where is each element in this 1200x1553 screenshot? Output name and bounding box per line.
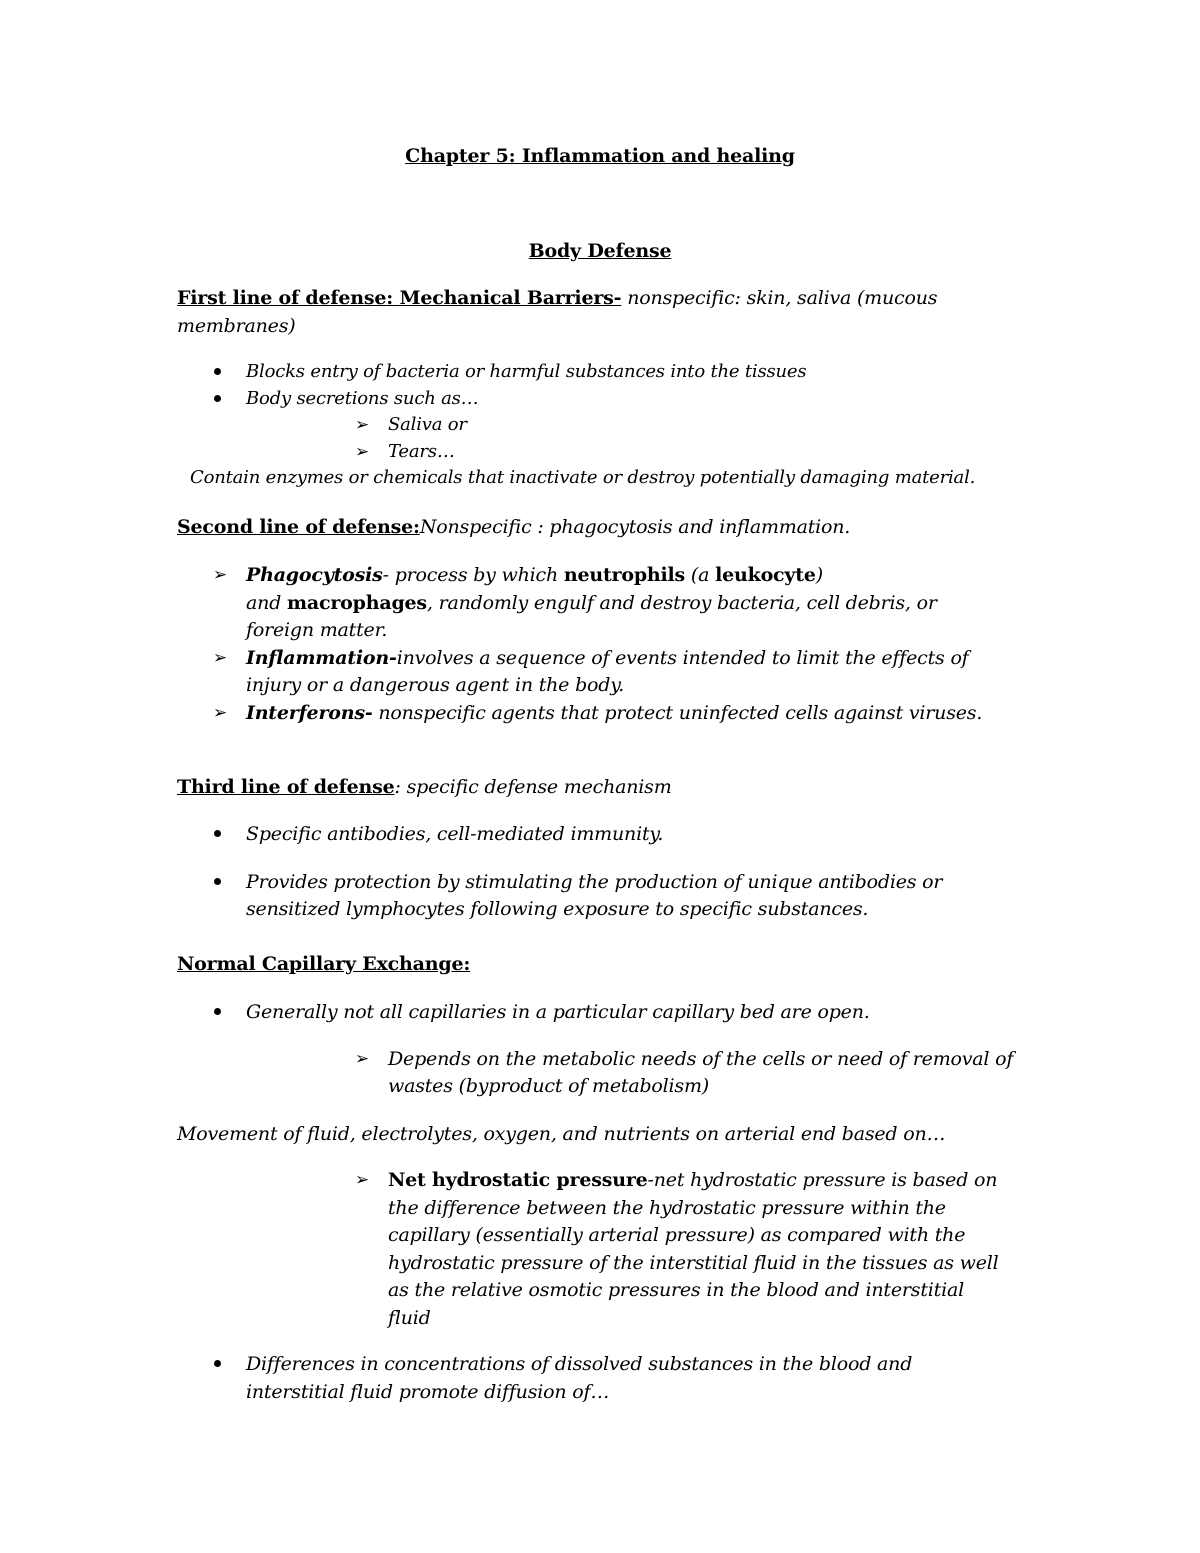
bullet-dot-icon xyxy=(214,878,221,885)
third-line-bullet-2-l2: sensitized lymphocytes following exposure to specific substances. xyxy=(246,898,869,920)
inflammation-line-1 xyxy=(246,644,969,672)
interferons-line xyxy=(246,699,982,727)
first-line-sub-2: Tears… xyxy=(388,441,455,462)
phagocytosis-text-3: ) xyxy=(815,564,823,586)
nhp-line-6: fluid xyxy=(388,1307,431,1329)
first-line-note: Contain enzymes or chemicals that inactivate or destroy potentially damaging material. xyxy=(190,467,976,488)
phagocytosis-line-2 xyxy=(246,589,937,617)
phagocytosis-text-1: - process by which xyxy=(382,564,564,586)
capillary-movement: Movement of fluid, electrolytes, oxygen, and nutrients on arterial end based on… xyxy=(177,1123,946,1145)
third-line-bullet-2-l1: Provides protection by stimulating the production of unique antibodies or xyxy=(246,871,943,893)
bullet-dot-icon xyxy=(214,368,221,375)
bullet-dot-icon xyxy=(214,1360,221,1367)
third-line-heading-row xyxy=(177,773,672,801)
phagocytosis-term: Phagocytosis xyxy=(246,564,383,586)
arrow-bullet-icon: ➢ xyxy=(355,442,370,462)
nhp-line-3: capillary (essentially arterial pressure) as compared with the xyxy=(388,1224,966,1246)
bullet-dot-icon xyxy=(214,830,221,837)
first-line-heading-row xyxy=(177,284,937,312)
arrow-bullet-icon: ➢ xyxy=(355,415,370,435)
phagocytosis-text-5: , randomly engulf and destroy bacteria, cell debris, or xyxy=(426,592,937,614)
inflammation-line-2: injury or a dangerous agent in the body. xyxy=(246,674,625,696)
diff-line-1: Differences in concentrations of dissolved substances in the blood and xyxy=(246,1353,913,1375)
first-line-desc-cont: membranes) xyxy=(177,315,296,337)
second-line-desc: Nonspecific : phagocytosis and inflammation. xyxy=(419,516,851,538)
nhp-text-1: -net hydrostatic pressure is based on xyxy=(647,1169,998,1191)
third-line-desc: : specific defense mechanism xyxy=(394,776,672,798)
second-line-heading-row xyxy=(177,513,850,541)
nhp-line-2: the difference between the hydrostatic pressure within the xyxy=(388,1197,946,1219)
interferons-text: nonspecific agents that protect uninfected cells against viruses. xyxy=(372,702,983,724)
capillary-sub-l2: wastes (byproduct of metabolism) xyxy=(388,1075,709,1097)
nhp-line-4: hydrostatic pressure of the interstitial fluid in the tissues as well xyxy=(388,1252,999,1274)
arrow-bullet-icon: ➢ xyxy=(355,1170,370,1190)
third-line-heading: Third line of defense xyxy=(177,776,395,798)
first-line-heading: First line of defense: Mechanical Barriers- xyxy=(177,287,622,309)
arrow-bullet-icon: ➢ xyxy=(213,703,228,723)
nhp-line-1 xyxy=(388,1166,997,1194)
first-line-bullet-2: Body secretions such as… xyxy=(246,388,479,409)
phagocytosis-line-3: foreign matter. xyxy=(246,619,388,641)
bullet-dot-icon xyxy=(214,1008,221,1015)
page-title: Chapter 5: Inflammation and healing xyxy=(405,145,795,167)
first-line-bullet-1: Blocks entry of bacteria or harmful substances into the tissues xyxy=(246,361,807,382)
bullet-dot-icon xyxy=(214,395,221,402)
capillary-heading: Normal Capillary Exchange: xyxy=(177,953,471,975)
macrophages-term: macrophages xyxy=(286,592,427,614)
first-line-sub-1: Saliva or xyxy=(388,414,467,435)
inflammation-text-1: involves a sequence of events intended to limit the effects of xyxy=(396,647,969,669)
phagocytosis-text-2: (a xyxy=(685,564,716,586)
phagocytosis-text-4: and xyxy=(246,592,287,614)
arrow-bullet-icon: ➢ xyxy=(355,1049,370,1069)
nhp-line-5: as the relative osmotic pressures in the blood and interstitial xyxy=(388,1279,964,1301)
leukocyte-term: leukocyte xyxy=(715,564,816,586)
nhp-term: Net hydrostatic pressure xyxy=(388,1169,648,1191)
arrow-bullet-icon: ➢ xyxy=(213,565,228,585)
interferons-term: Interferons- xyxy=(246,702,373,724)
neutrophils-term: neutrophils xyxy=(563,564,686,586)
diff-line-2: interstitial fluid promote diffusion of… xyxy=(246,1381,610,1403)
third-line-bullet-1: Specific antibodies, cell-mediated immunity. xyxy=(246,823,664,845)
section-title: Body Defense xyxy=(528,240,672,262)
capillary-bullet-1: Generally not all capillaries in a particular capillary bed are open. xyxy=(246,1001,870,1023)
inflammation-term: Inflammation- xyxy=(246,647,397,669)
phagocytosis-line-1 xyxy=(246,561,823,589)
arrow-bullet-icon: ➢ xyxy=(213,648,228,668)
first-line-desc: nonspecific: skin, saliva (mucous xyxy=(627,287,938,309)
capillary-sub-l1: Depends on the metabolic needs of the cells or need of removal of xyxy=(388,1048,1014,1070)
second-line-heading: Second line of defense: xyxy=(177,516,420,538)
